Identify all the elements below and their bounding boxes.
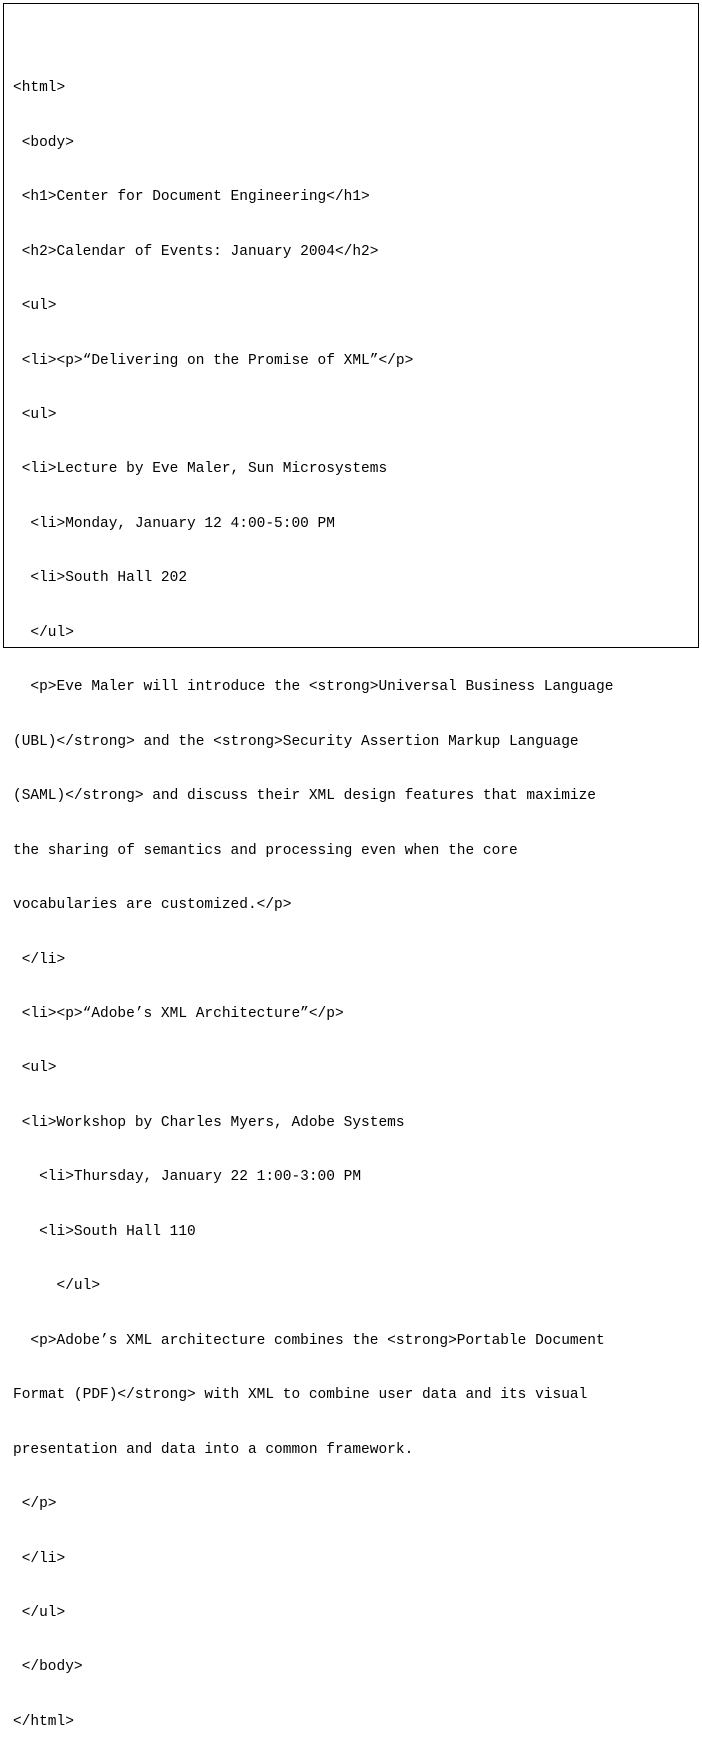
code-line: </ul> bbox=[13, 1605, 66, 1621]
code-line: <p>Eve Maler will introduce the <strong>Universal Business Language bbox=[13, 679, 614, 696]
code-line: (UBL)</strong> and the <strong>Security Assertion Markup Language bbox=[13, 733, 579, 750]
code-line: <li><p>“Adobe’s XML Architecture”</p> bbox=[13, 1006, 344, 1023]
code-line: </li> bbox=[13, 951, 66, 968]
code-line: </p> bbox=[13, 1496, 57, 1513]
code-line: <li><p>“Delivering on the Promise of XML”</p> bbox=[13, 352, 414, 369]
code-line: presentation and data into a common framework. bbox=[13, 1441, 414, 1458]
code-line: <ul> bbox=[13, 1060, 57, 1077]
code-line: <li>South Hall 202 bbox=[13, 570, 188, 587]
code-line: Format (PDF)</strong> with XML to combine user data and its visual bbox=[13, 1387, 588, 1404]
code-line: <li>Workshop by Charles Myers, Adobe Systems bbox=[13, 1114, 405, 1131]
code-line: <ul> bbox=[13, 298, 57, 315]
code-line: </body> bbox=[13, 1659, 83, 1676]
code-line: <p>Adobe’s XML architecture combines the <strong>Portable Document bbox=[13, 1332, 605, 1349]
code-line: <ul> bbox=[13, 407, 57, 424]
code-line: </html> bbox=[13, 1713, 74, 1730]
code-line: <li>South Hall 110 bbox=[13, 1223, 196, 1240]
code-line: <li>Lecture by Eve Maler, Sun Microsystems bbox=[13, 461, 388, 478]
code-line: vocabularies are customized.</p> bbox=[13, 897, 292, 914]
code-line: <li>Thursday, January 22 1:00-3:00 PM bbox=[13, 1169, 362, 1186]
code-line: <h2>Calendar of Events: January 2004</h2> bbox=[13, 243, 379, 260]
code-line: </li> bbox=[13, 1550, 66, 1567]
code-line: </ul> bbox=[13, 1278, 101, 1295]
code-line: <h1>Center for Document Engineering</h1> bbox=[13, 189, 370, 206]
code-line: <html> bbox=[13, 80, 66, 97]
code-line: <li>Monday, January 12 4:00-5:00 PM bbox=[13, 515, 335, 532]
code-line: </ul> bbox=[13, 624, 74, 641]
code-line: (SAML)</strong> and discuss their XML design features that maximize bbox=[13, 788, 596, 805]
code-listing bbox=[13, 43, 693, 1749]
code-line: <body> bbox=[13, 134, 74, 151]
code-line: the sharing of semantics and processing even when the core bbox=[13, 842, 518, 859]
